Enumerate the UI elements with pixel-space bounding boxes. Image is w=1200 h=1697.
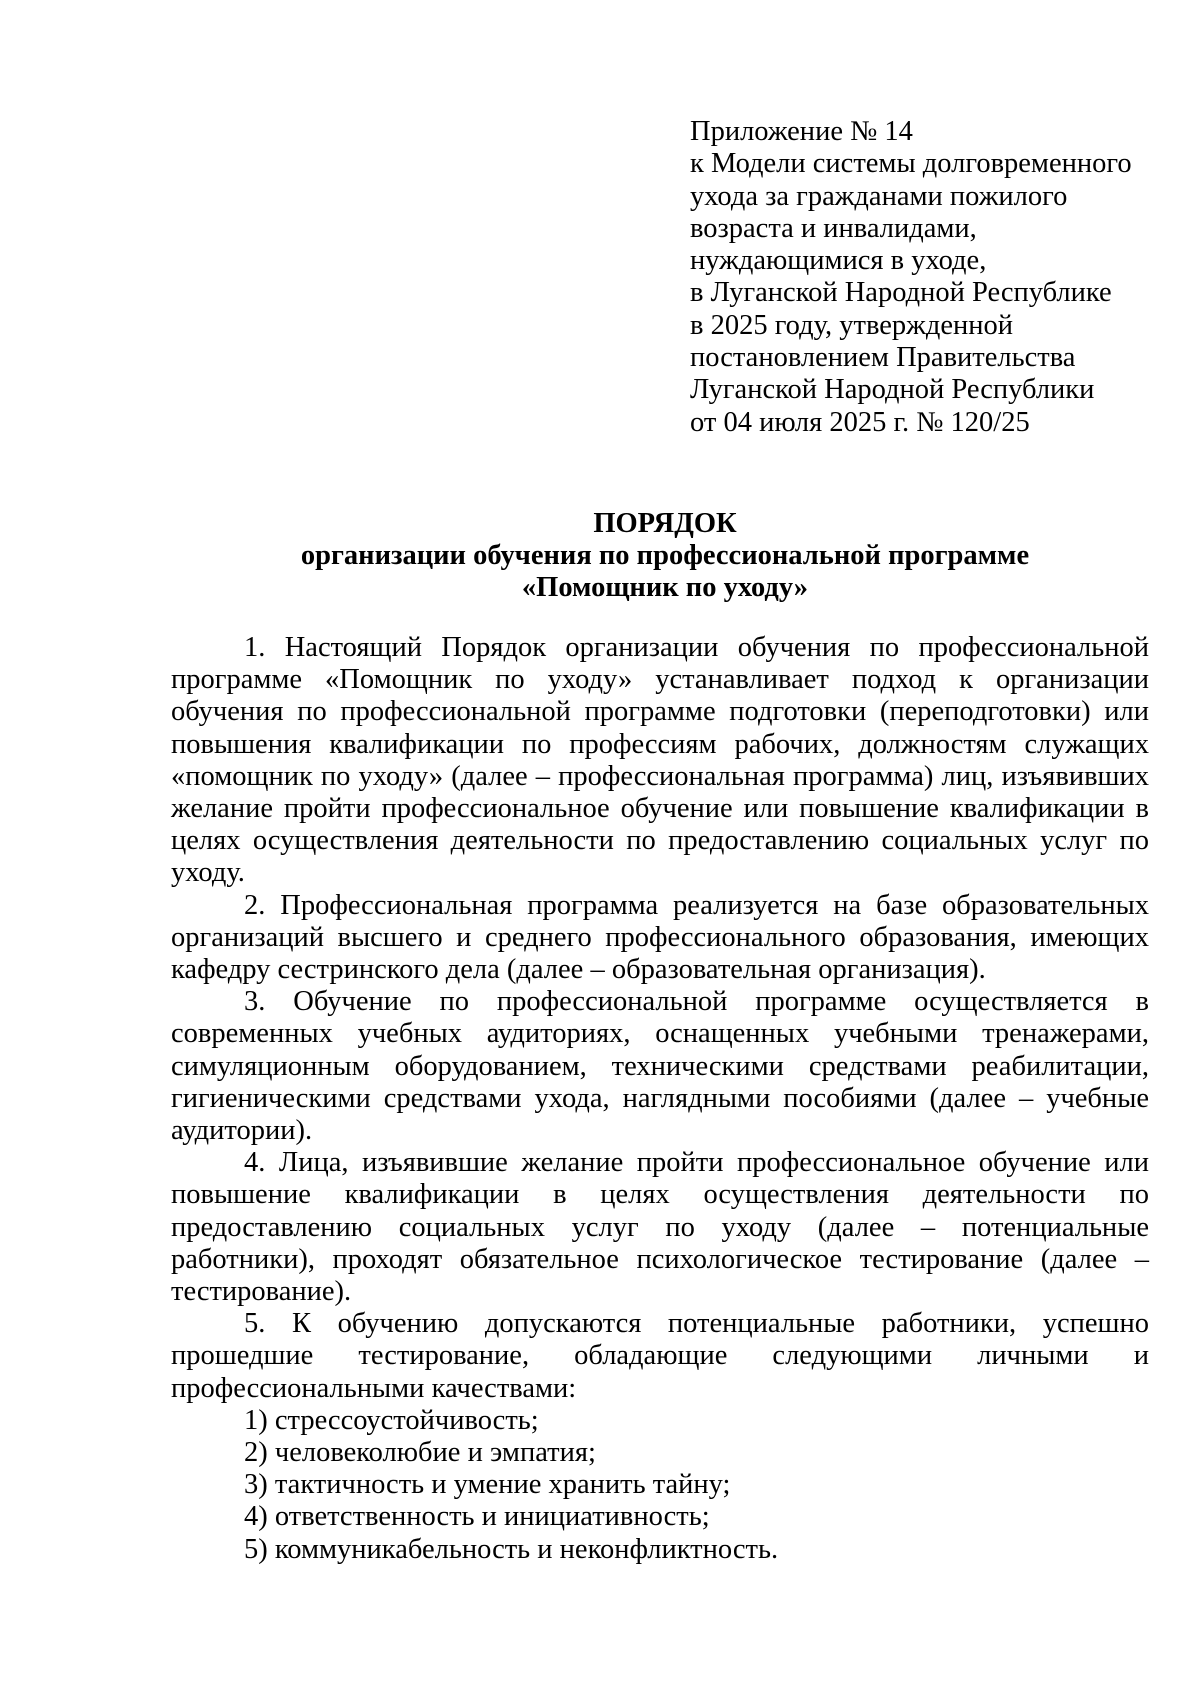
appendix-reference-block (690, 116, 1170, 439)
title-program-name: «Помощник по уходу» (521, 572, 809, 603)
appendix-line: в Луганской Народной Республике (690, 277, 1112, 309)
title-heading: ПОРЯДОК (593, 508, 737, 539)
appendix-line: от 04 июля 2025 г. № 120/25 (690, 406, 1030, 438)
paragraph-3: 3. Обучение по профессиональной программе осуществляется в современных учебных аудиториях, оснащенных учебными тренажерами, симуляционным оборудованием, техническими средствами реабилитации, гигиеническими средствами ухода, наглядными пособиями (далее – учебные аудитории). (171, 986, 1149, 1147)
quality-list-item: 4) ответственность и инициативность; (244, 1501, 710, 1533)
quality-list-item: 5) коммуникабельность и неконфликтность. (244, 1533, 779, 1565)
appendix-line: ухода за гражданами пожилого (690, 180, 1068, 212)
quality-list-item: 3) тактичность и умение хранить тайну; (244, 1469, 731, 1501)
appendix-line: в 2025 году, утвержденной (690, 309, 1014, 341)
appendix-line: Приложение № 14 (690, 116, 913, 147)
document-body (171, 632, 1149, 1566)
appendix-line: нуждающимися в уходе, (690, 245, 987, 277)
quality-list-item: 1) стрессоустойчивость; (244, 1404, 539, 1436)
appendix-line: постановлением Правительства (690, 342, 1076, 374)
document-title (170, 508, 1160, 604)
paragraph-2: 2. Профессиональная программа реализуется на базе образовательных организаций высшего и среднего профессионального образования, имеющих кафедру сестринского дела (далее – образовательная организация). (171, 889, 1149, 986)
paragraph-1: 1. Настоящий Порядок организации обучения по профессиональной программе «Помощник по уходу» устанавливает подход к организации обучения по профессиональной программе подготовки (переподготовки) или повышения квалификации по профессиям рабочих, должностям служащих «помощник по уходу» (далее – профессиональная программа) лиц, изъявивших желание пройти профессиональное обучение или повышение квалификации в целях осуществления деятельности по предоставлению социальных услуг по уходу. (171, 632, 1149, 889)
appendix-line: возраста и инвалидами, (690, 212, 977, 244)
title-subheading: организации обучения по профессиональной программе (300, 540, 1030, 571)
paragraph-4: 4. Лица, изъявившие желание пройти профессиональное обучение или повышение квалификации в целях осуществления деятельности по предоставлению социальных услуг по уходу (далее – потенциальные работники), проходят обязательное психологическое тестирование (далее – тестирование). (171, 1147, 1149, 1308)
appendix-line: к Модели системы долговременного (690, 148, 1132, 180)
quality-list-item: 2) человеколюбие и эмпатия; (244, 1437, 596, 1469)
paragraph-5: 5. К обучению допускаются потенциальные работники, успешно прошедшие тестирование, обладающие следующими личными и профессиональными качествами: (171, 1308, 1149, 1404)
appendix-line: Луганской Народной Республики (690, 374, 1095, 406)
